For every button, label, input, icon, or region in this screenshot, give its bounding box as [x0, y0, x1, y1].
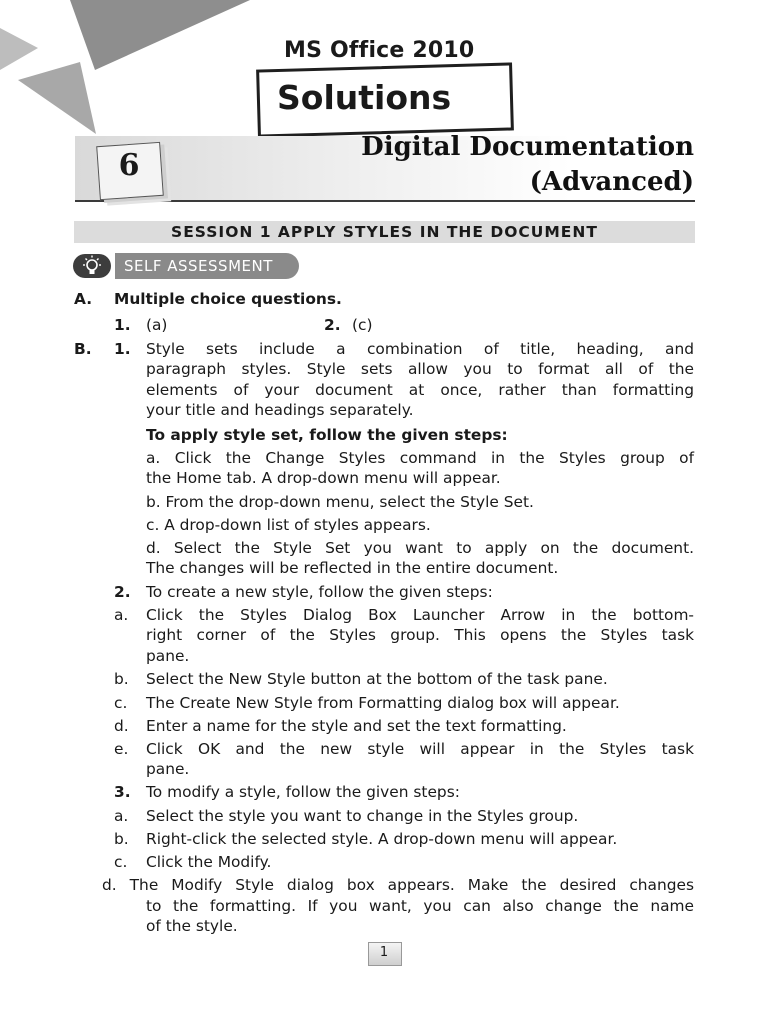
q2-item-line: Select the New Style button at the bottom of the task pane.: [146, 670, 608, 688]
q3-item-letter: c.: [114, 853, 128, 871]
q2-item-letter: e.: [114, 740, 129, 758]
q2-item-letter: c.: [114, 694, 128, 712]
q2-item-letter: b.: [114, 670, 129, 688]
q3-item-line: Right-click the selected style. A drop-down menu will appear.: [146, 830, 618, 848]
q2-item-line: The Create New Style from Formatting dialog box will appear.: [146, 694, 620, 712]
q2-item-letter: d.: [114, 717, 129, 735]
q2-intro: To create a new style, follow the given steps:: [146, 583, 493, 601]
q1-para-line: Style sets include a combination of title, heading, and: [146, 340, 694, 358]
q1-steps-heading: To apply style set, follow the given steps:: [146, 426, 508, 444]
section-a-marker: A.: [74, 290, 93, 308]
q3-num: 3.: [114, 783, 131, 801]
page-number: 1: [379, 945, 389, 960]
q3-last-line: of the style.: [146, 917, 238, 935]
q1-step-line: c. A drop-down list of styles appears.: [146, 516, 431, 534]
q3-item-letter: b.: [114, 830, 129, 848]
q2-item-line: Click the Styles Dialog Box Launcher Arrow in the bottom-: [146, 606, 694, 624]
q2-item-line: pane.: [146, 647, 190, 665]
self-assessment-badge: SELF ASSESSMENT: [115, 253, 299, 279]
q3-item-line: Click the Modify.: [146, 853, 272, 871]
chapter-title-line2: (Advanced): [529, 167, 694, 197]
lightbulb-icon: [73, 254, 111, 278]
q1-para-line: paragraph styles. Style sets allow you to format all of the: [146, 360, 694, 378]
answer-1-num: 1.: [114, 316, 131, 334]
q2-item-line: Click OK and the new style will appear in the Styles task: [146, 740, 694, 758]
session-title: SESSION 1 APPLY STYLES IN THE DOCUMENT: [171, 223, 598, 241]
q2-item-line: pane.: [146, 760, 190, 778]
corner-decoration: [0, 0, 260, 140]
q3-intro: To modify a style, follow the given steps:: [146, 783, 460, 801]
chapter-title-line1: Digital Documentation: [361, 132, 694, 162]
answer-2-value: (c): [352, 316, 373, 334]
section-a-heading: Multiple choice questions.: [114, 290, 342, 308]
q3-last-line: d. The Modify Style dialog box appears. Make the desired changes: [102, 876, 694, 894]
q1-para-line: elements of your document at once, rather than formatting: [146, 381, 694, 399]
solutions-label: Solutions: [277, 78, 452, 117]
q1-step-line: a. Click the Change Styles command in the Styles group of: [146, 449, 694, 467]
q1-step-line: b. From the drop-down menu, select the Style Set.: [146, 493, 534, 511]
q3-item-letter: a.: [114, 807, 129, 825]
q1-num: 1.: [114, 340, 131, 358]
q1-step-line: d. Select the Style Set you want to apply on the document.: [146, 539, 694, 557]
chapter-number: 6: [118, 148, 140, 183]
answer-1-value: (a): [146, 316, 168, 334]
answer-2-num: 2.: [324, 316, 341, 334]
q2-item-line: Enter a name for the style and set the text formatting.: [146, 717, 567, 735]
q2-item-line: right corner of the Styles group. This opens the Styles task: [146, 626, 694, 644]
section-b-marker: B.: [74, 340, 92, 358]
q1-para-line: your title and headings separately.: [146, 401, 414, 419]
q3-last-line: to the formatting. If you want, you can also change the name: [146, 897, 694, 915]
q1-step-line: The changes will be reflected in the entire document.: [146, 559, 559, 577]
q2-item-letter: a.: [114, 606, 129, 624]
product-name: MS Office 2010: [284, 38, 475, 63]
q2-num: 2.: [114, 583, 131, 601]
chapter-title: [361, 130, 694, 200]
q1-step-line: the Home tab. A drop-down menu will appear.: [146, 469, 501, 487]
q3-item-line: Select the style you want to change in the Styles group.: [146, 807, 579, 825]
